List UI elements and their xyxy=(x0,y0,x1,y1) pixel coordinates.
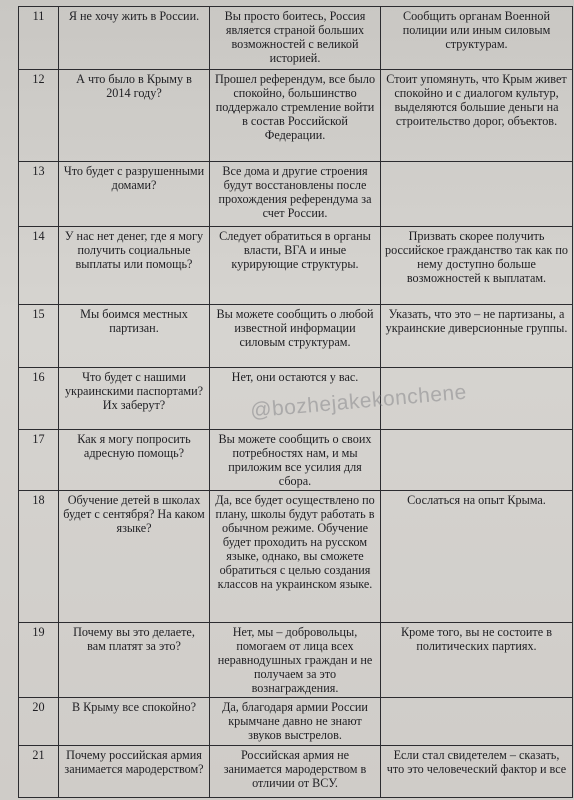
row-number-cell: 19 xyxy=(19,623,59,698)
answer-cell: Прошел референдум, все было спокойно, большинство поддержало стремление войти в состав Российской Федерации. xyxy=(210,70,381,162)
note-cell: Сослаться на опыт Крыма. xyxy=(381,491,573,623)
question-cell: Я не хочу жить в России. xyxy=(59,7,210,70)
row-number-cell: 12 xyxy=(19,70,59,162)
row-number-cell: 11 xyxy=(19,7,59,70)
table-row xyxy=(19,623,573,698)
row-number-cell: 13 xyxy=(19,162,59,227)
table-row xyxy=(19,746,573,798)
watermark: @bozhejakekonchene xyxy=(249,380,468,423)
question-cell: В Крыму все спокойно? xyxy=(59,698,210,746)
question-cell: Почему вы это делаете, вам платят за это? xyxy=(59,623,210,698)
question-cell: Почему российская армия занимается мародерством? xyxy=(59,746,210,798)
answer-cell: Вы просто боитесь, Россия является страной больших возможностей с великой историей. xyxy=(210,7,381,70)
row-number-cell: 18 xyxy=(19,491,59,623)
answer-cell: Нет, они остаются у вас. xyxy=(210,368,381,430)
question-cell: Обучение детей в школах будет с сентября? На каком языке? xyxy=(59,491,210,623)
row-number-cell: 17 xyxy=(19,430,59,491)
table-row xyxy=(19,305,573,368)
row-number-cell: 16 xyxy=(19,368,59,430)
note-cell xyxy=(381,430,573,491)
table-row xyxy=(19,70,573,162)
table-row xyxy=(19,491,573,623)
answer-cell: Да, благодаря армии России крымчане давно не знают звуков выстрелов. xyxy=(210,698,381,746)
note-cell: Если стал свидетелем – сказать, что это человеческий фактор и все xyxy=(381,746,573,798)
answer-cell: Следует обратиться в органы власти, ВГА и иные курирующие структуры. xyxy=(210,227,381,305)
table-row xyxy=(19,7,573,70)
answer-cell: Все дома и другие строения будут восстановлены после прохождения референдума за счет России. xyxy=(210,162,381,227)
row-number-cell: 15 xyxy=(19,305,59,368)
question-cell: Что будет с разрушенными домами? xyxy=(59,162,210,227)
note-cell: Кроме того, вы не состоите в политических партиях. xyxy=(381,623,573,698)
question-cell: Мы боимся местных партизан. xyxy=(59,305,210,368)
answer-cell: Вы можете сообщить о любой известной информации силовым структурам. xyxy=(210,305,381,368)
question-cell: Как я могу попросить адресную помощь? xyxy=(59,430,210,491)
note-cell: Призвать скорее получить российское гражданство так как по нему доступно больше возможностей к выплатам. xyxy=(381,227,573,305)
row-number-cell: 20 xyxy=(19,698,59,746)
question-cell: У нас нет денег, где я могу получить социальные выплаты или помощь? xyxy=(59,227,210,305)
note-cell: Стоит упомянуть, что Крым живет спокойно и с диалогом культур, выделяются большие деньги на строительство дорог, объектов. xyxy=(381,70,573,162)
note-cell: Указать, что это – не партизаны, а украинские диверсионные группы. xyxy=(381,305,573,368)
question-cell: Что будет с нашими украинскими паспортами? Их заберут? xyxy=(59,368,210,430)
table-row xyxy=(19,162,573,227)
answer-cell: Нет, мы – добровольцы, помогаем от лица всех неравнодушных граждан и не получаем за это вознаграждения. xyxy=(210,623,381,698)
note-cell xyxy=(381,698,573,746)
note-cell: Сообщить органам Военной полиции или иным силовым структурам. xyxy=(381,7,573,70)
question-cell: А что было в Крыму в 2014 году? xyxy=(59,70,210,162)
row-number-cell: 14 xyxy=(19,227,59,305)
table-row xyxy=(19,430,573,491)
answer-cell: Да, все будет осуществлено по плану, школы будут работать в обычном режиме. Обучение будет проходить на русском языке, однако, вы сможете обратиться с целью создания классов на украинском языке. xyxy=(210,491,381,623)
table-row xyxy=(19,227,573,305)
note-cell xyxy=(381,162,573,227)
table-row xyxy=(19,698,573,746)
row-number-cell: 21 xyxy=(19,746,59,798)
answer-cell: Российская армия не занимается мародерством в отличии от ВСУ. xyxy=(210,746,381,798)
answer-cell: Вы можете сообщить о своих потребностях нам, и мы приложим все усилия для сбора. xyxy=(210,430,381,491)
